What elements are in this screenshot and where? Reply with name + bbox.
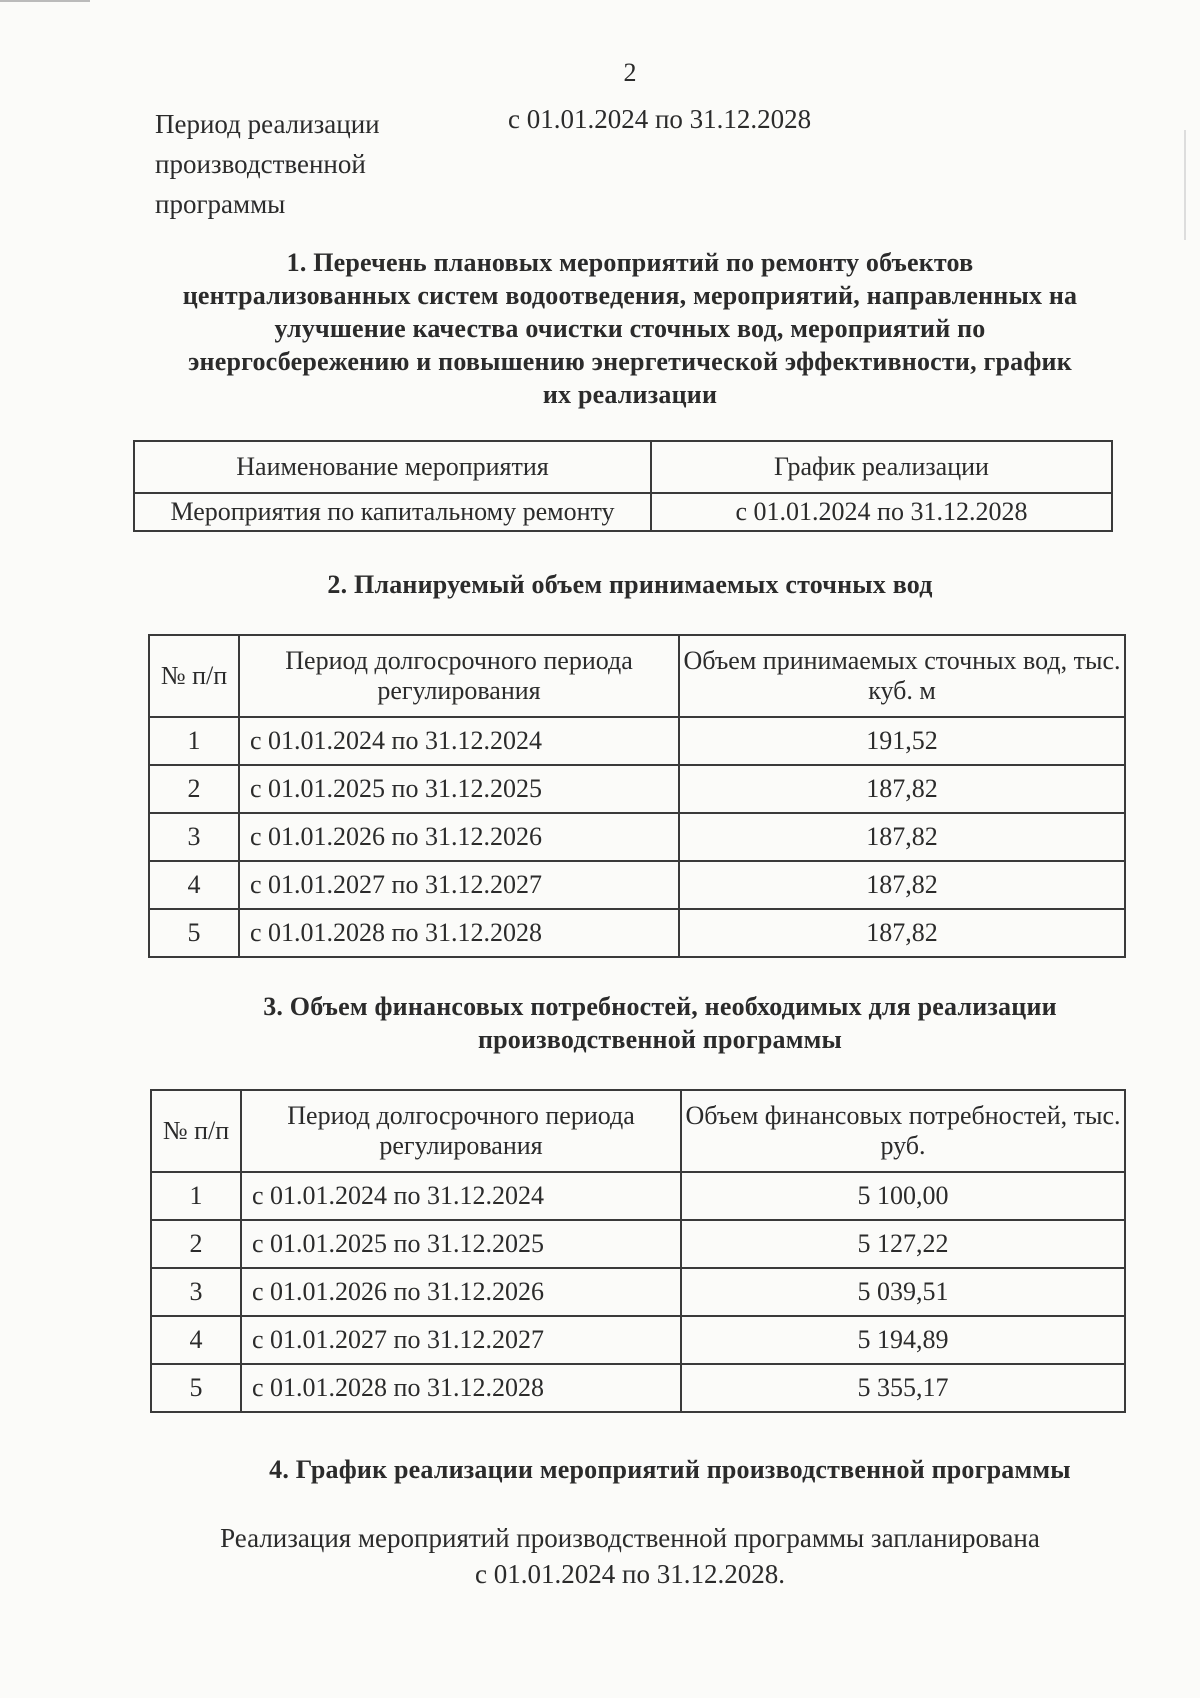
volume-cell: 187,82 <box>679 813 1125 861</box>
period-label <box>155 104 455 224</box>
row-number: 2 <box>149 765 239 813</box>
period-cell: с 01.01.2028 по 31.12.2028 <box>239 909 679 957</box>
period-cell: с 01.01.2026 по 31.12.2026 <box>241 1268 681 1316</box>
table-header-row <box>151 1090 1125 1172</box>
amount-cell: 5 127,22 <box>681 1220 1125 1268</box>
volume-cell: 187,82 <box>679 909 1125 957</box>
implementation-note <box>0 1520 1200 1592</box>
amount-cell: 5 194,89 <box>681 1316 1125 1364</box>
column-header: Период долгосрочного периода регулирования <box>239 635 679 717</box>
heading-line: энергосбережению и повышению энергетической эффективности, график <box>188 347 1072 376</box>
row-number: 5 <box>151 1364 241 1412</box>
heading-line: 3. Объем финансовых потребностей, необходимых для реализации <box>263 992 1057 1021</box>
period-cell: с 01.01.2024 по 31.12.2024 <box>241 1172 681 1220</box>
scan-edge-mark <box>0 0 90 2</box>
period-label-line: Период реализации <box>155 109 380 139</box>
period-cell: с 01.01.2024 по 31.12.2024 <box>239 717 679 765</box>
table-row <box>151 1364 1125 1412</box>
period-value: с 01.01.2024 по 31.12.2028 <box>508 104 812 134</box>
heading-line: их реализации <box>542 380 718 409</box>
amount-cell: 5 100,00 <box>681 1172 1125 1220</box>
section-2-heading: 2. Планируемый объем принимаемых сточных вод <box>327 570 933 599</box>
row-number: 1 <box>151 1172 241 1220</box>
row-number: 2 <box>151 1220 241 1268</box>
table-cell: с 01.01.2024 по 31.12.2028 <box>651 493 1112 531</box>
table-row <box>149 909 1125 957</box>
amount-cell: 5 039,51 <box>681 1268 1125 1316</box>
period-cell: с 01.01.2027 по 31.12.2027 <box>239 861 679 909</box>
column-header: Объем финансовых потребностей, тыс. руб. <box>681 1090 1125 1172</box>
wastewater-volume-table <box>148 634 1126 958</box>
period-cell: с 01.01.2026 по 31.12.2026 <box>239 813 679 861</box>
section-3-heading <box>160 990 1160 1056</box>
column-header: № п/п <box>149 635 239 717</box>
row-number: 1 <box>149 717 239 765</box>
volume-cell: 191,52 <box>679 717 1125 765</box>
table-row <box>151 1220 1125 1268</box>
column-header: Объем принимаемых сточных вод, тыс. куб. м <box>679 635 1125 717</box>
table-row <box>151 1172 1125 1220</box>
volume-cell: 187,82 <box>679 861 1125 909</box>
heading-line: улучшение качества очистки сточных вод, мероприятий по <box>274 314 986 343</box>
table-row <box>134 493 1112 531</box>
note-line: Реализация мероприятий производственной программы запланирована <box>220 1523 1040 1553</box>
column-header: № п/п <box>151 1090 241 1172</box>
volume-cell: 187,82 <box>679 765 1125 813</box>
period-cell: с 01.01.2025 по 31.12.2025 <box>239 765 679 813</box>
period-cell: с 01.01.2028 по 31.12.2028 <box>241 1364 681 1412</box>
row-number: 3 <box>151 1268 241 1316</box>
activities-table <box>133 440 1113 532</box>
note-line: с 01.01.2024 по 31.12.2028. <box>475 1559 785 1589</box>
column-header: Наименование мероприятия <box>134 441 651 493</box>
row-number: 4 <box>149 861 239 909</box>
period-label-line: производственной <box>155 149 366 179</box>
heading-line: 1. Перечень плановых мероприятий по ремонту объектов <box>286 248 974 277</box>
page-number: 2 <box>623 58 637 87</box>
amount-cell: 5 355,17 <box>681 1364 1125 1412</box>
financial-needs-table <box>150 1089 1126 1413</box>
row-number: 5 <box>149 909 239 957</box>
heading-line: производственной программы <box>477 1025 843 1054</box>
heading-line: централизованных систем водоотведения, мероприятий, направленных на <box>182 281 1078 310</box>
table-row <box>151 1268 1125 1316</box>
column-header: График реализации <box>651 441 1112 493</box>
section-1-heading <box>130 246 1130 411</box>
row-number: 4 <box>151 1316 241 1364</box>
period-cell: с 01.01.2025 по 31.12.2025 <box>241 1220 681 1268</box>
scan-edge-shadow <box>1184 130 1186 240</box>
period-label-line: программы <box>155 189 286 219</box>
table-header-row <box>134 441 1112 493</box>
row-number: 3 <box>149 813 239 861</box>
table-row <box>149 861 1125 909</box>
table-header-row <box>149 635 1125 717</box>
table-row <box>149 765 1125 813</box>
table-cell: Мероприятия по капитальному ремонту <box>134 493 651 531</box>
table-row <box>149 813 1125 861</box>
table-row <box>149 717 1125 765</box>
column-header: Период долгосрочного периода регулирования <box>241 1090 681 1172</box>
section-4-heading: 4. График реализации мероприятий производственной программы <box>269 1455 1071 1484</box>
table-row <box>151 1316 1125 1364</box>
period-cell: с 01.01.2027 по 31.12.2027 <box>241 1316 681 1364</box>
